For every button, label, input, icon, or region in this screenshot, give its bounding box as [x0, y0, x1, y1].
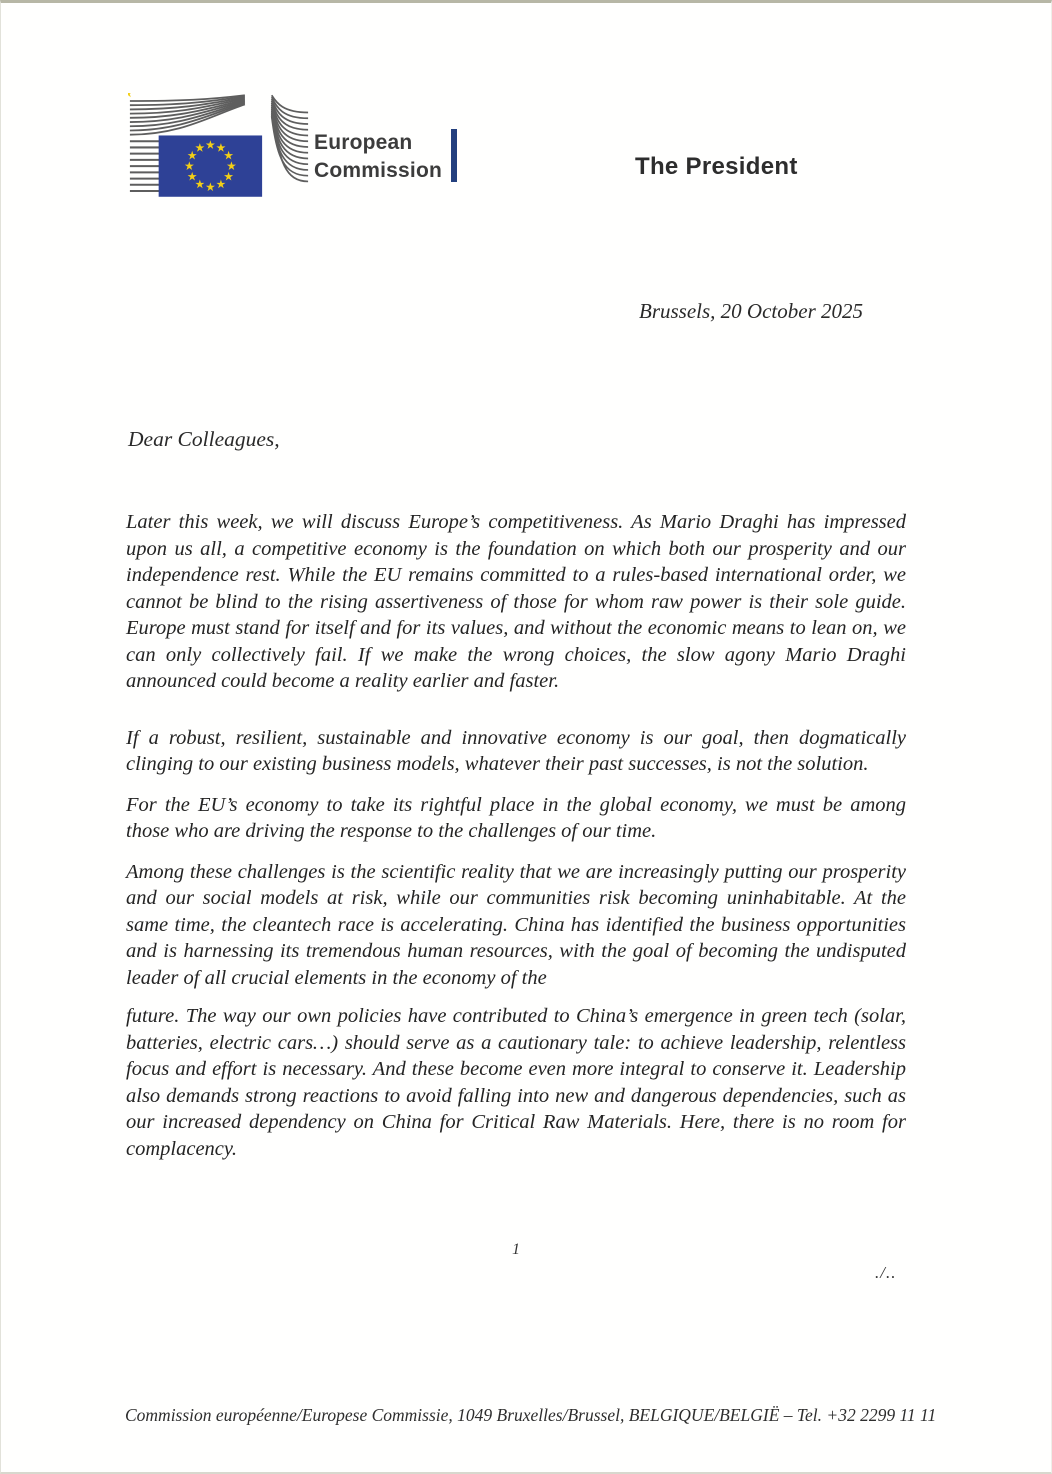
letter-paragraph: For the EU’s economy to take its rightful place in the global economy, we must be among those who are driving the response to the challenges of our time. [126, 793, 906, 842]
letter-body [126, 509, 906, 1188]
letter-paragraph: Later this week, we will discuss Europe’s competitiveness. As Mario Draghi has impressed upon us all, a competitive economy is the foundation on which both our prosperity and our independence rest. While the EU remains committed to a rules-based international order, we cannot be blind to the rising assertiveness of those for whom raw power is their sole guide. Europe must stand for itself and for its values, and without the economic means to lean on, we can only collectively fail. If we make the wrong choices, the slow agony Mario Draghi announced could become a reality earlier and faster. [126, 511, 906, 692]
letter-paragraph: future. The way our own policies have contributed to China’s emergence in green tech (solar, batteries, electric cars…) should serve as a cautionary tale: to achieve leadership, relentless focus and effort is necessary. And these become even more integral to conserve it. Leadership also demands strong reactions to avoid falling into new and dangerous dependencies, such as our increased dependency on China for Critical Raw Materials. Here, there is no room for complacency. [126, 1005, 906, 1160]
letter-paragraph: Among these challenges is the scientific reality that we are increasingly putting our prosperity and our social models at risk, while our communities risk becoming uninhabitable. At the same time, the cleantech race is accelerating. China has identified the business opportunities and is harnessing its tremendous human resources, with the goal of becoming the undisputed leader of all crucial elements in the economy of the [126, 860, 906, 989]
page-title: The President [635, 153, 798, 180]
letter-paragraph: If a robust, resilient, sustainable and innovative economy is our goal, then dogmatically clinging to our existing business models, whatever their past successes, is not the solution. [126, 726, 906, 775]
european-commission-logo [128, 93, 310, 199]
ec-building-graphic [128, 93, 310, 199]
logo-wordmark [314, 129, 442, 185]
page-number: 1 [512, 1241, 520, 1258]
logo-word-european: European [314, 131, 413, 154]
continuation-mark: ./.. [875, 1263, 897, 1282]
logo-blue-bar [451, 129, 457, 182]
dateline: Brussels, 20 October 2025 [639, 299, 863, 323]
logo-word-commission: Commission [314, 159, 443, 182]
footer-address: Commission européenne/Europese Commissie, 1049 Bruxelles/Brussel, BELGIQUE/BELGIË – Tel. +32 2299 11 11 [125, 1405, 937, 1425]
salutation: Dear Colleagues, [128, 427, 280, 451]
